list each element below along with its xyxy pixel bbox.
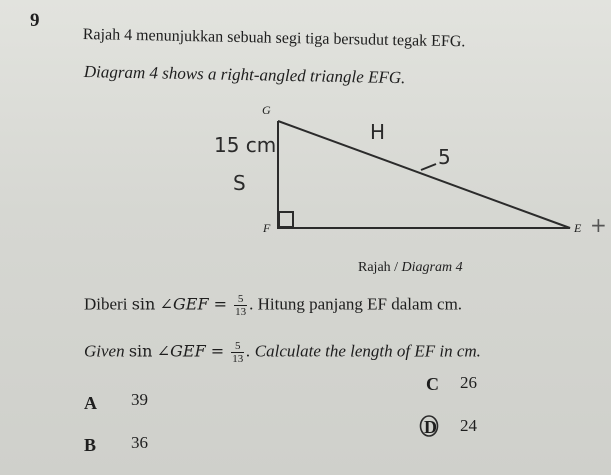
given-english-angle: ∠GEF	[156, 341, 206, 361]
question-number: 9	[30, 10, 40, 31]
fraction-denominator: 13	[232, 353, 244, 365]
given-malay-prefix: Diberi	[84, 294, 132, 314]
option-b-letter: B	[84, 435, 97, 455]
vertex-label-g: G	[262, 103, 271, 117]
option-b-value: 36	[131, 433, 148, 452]
given-malay-equals: =	[208, 294, 233, 314]
given-english-equals: =	[205, 341, 230, 361]
vertex-label-f: F	[263, 221, 271, 235]
given-malay-fraction	[234, 293, 247, 318]
question-text-english: Diagram 4 shows a right-angled triangle EFG.	[83, 62, 406, 88]
option-d-value: 24	[460, 416, 477, 435]
option-c-letter: C	[426, 374, 439, 394]
given-english-sin: sin	[128, 341, 153, 361]
given-malay	[84, 293, 462, 318]
option-a-letter: A	[84, 393, 97, 413]
question-text-malay: Rajah 4 menunjukkan sebuah segi tiga bersudut tegak EFG.	[82, 26, 466, 51]
fraction-numerator: 5	[234, 293, 247, 306]
caption-malay: Rajah /	[358, 260, 402, 275]
triangle-edges	[278, 121, 570, 228]
handwritten-tick	[421, 164, 436, 170]
handwritten-15cm: 15 cm	[214, 133, 277, 157]
handwritten-h: H	[370, 120, 386, 144]
handwritten-5: 5	[438, 145, 451, 169]
fraction-denominator: 13	[235, 306, 247, 318]
caption-english: Diagram 4	[401, 260, 463, 275]
right-angle-marker	[279, 212, 293, 227]
diagram-caption	[358, 260, 463, 276]
given-english-suffix: . Calculate the length of EF in cm.	[246, 341, 481, 361]
given-malay-angle: ∠GEF	[159, 294, 209, 314]
handwritten-s: S	[233, 171, 246, 195]
option-a-value: 39	[131, 390, 148, 409]
option-c-value: 26	[460, 373, 477, 392]
given-english-fraction	[231, 340, 244, 365]
given-malay-sin: sin	[131, 294, 156, 314]
handwritten-plus: +	[590, 213, 607, 237]
given-english	[84, 340, 481, 365]
vertex-label-e: E	[574, 221, 582, 235]
option-d-letter: D	[424, 417, 437, 437]
given-english-prefix: Given	[84, 341, 129, 361]
given-malay-suffix: . Hitung panjang EF dalam cm.	[249, 294, 463, 314]
fraction-numerator: 5	[231, 340, 244, 353]
